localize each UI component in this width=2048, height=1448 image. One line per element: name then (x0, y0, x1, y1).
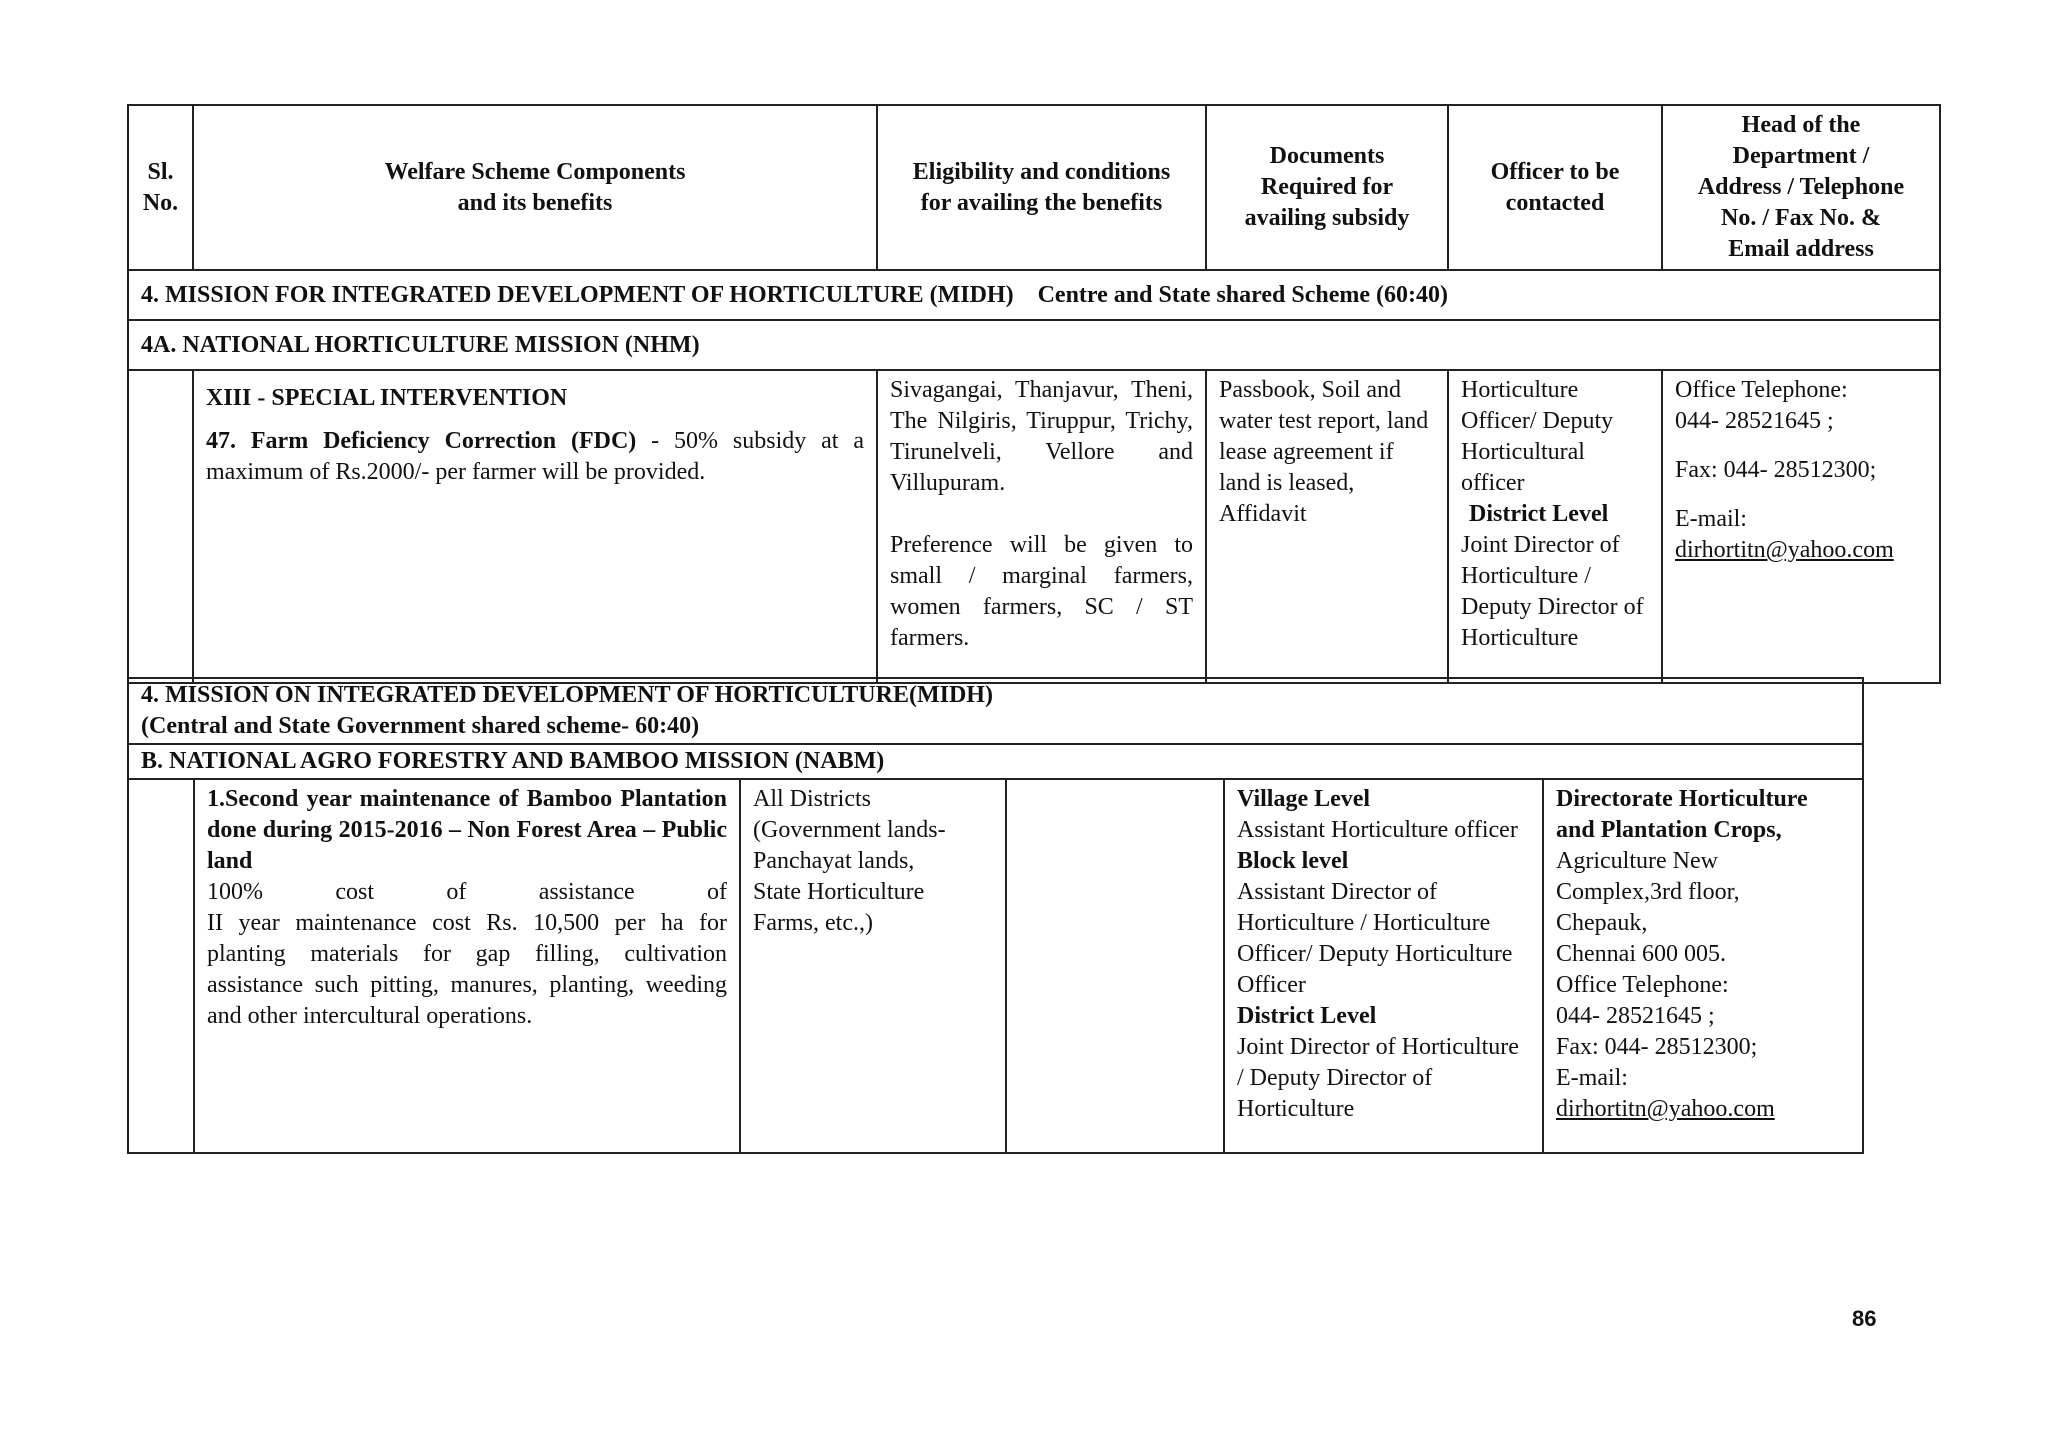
section-row (128, 678, 1863, 744)
documents-cell (1006, 779, 1224, 1153)
table-row (128, 370, 1940, 683)
header-row (128, 105, 1940, 270)
header-sl-no: Sl. No. (128, 105, 193, 270)
page-number: 86 (1852, 1306, 1877, 1331)
subsection-row (128, 744, 1863, 779)
officer-cell: Horticulture Officer/ Deputy Horticultural officer District Level Joint Director of Horticulture / Deputy Director of Horticulture (1448, 370, 1662, 683)
email-link[interactable]: dirhortitn@yahoo.com (1556, 1096, 1775, 1122)
head-of-department-cell: Directorate Horticulture and Plantation Crops, Agriculture New Complex,3rd floor, Chepauk, Chennai 600 005. Office Telephone: 044- 28521645 ; Fax: 044- 28512300; E-mail: dirhortitn@yahoo.com (1543, 779, 1863, 1153)
officer-cell: Village Level Assistant Horticulture officer Block level Assistant Director of Horticulture / Horticulture Officer/ Deputy Horticulture Officer District Level Joint Director of Horticulture / Deputy Director of Horticulture (1224, 779, 1543, 1153)
section-row (128, 270, 1940, 320)
sl-no-cell (128, 370, 193, 683)
component-cell: 1.Second year maintenance of Bamboo Plantation done during 2015-2016 – Non Forest Area – Public land 100% cost of assistance of II year maintenance cost Rs. 10,500 per ha for planting materials for gap filling, cultivation assistance such pitting, manures, planting, weeding and other intercultural operations. (194, 779, 740, 1153)
table-row (128, 779, 1863, 1153)
header-officer: Officer to be contacted (1448, 105, 1662, 270)
subsection-title: B. NATIONAL AGRO FORESTRY AND BAMBOO MISSION (NABM) (128, 744, 1863, 779)
component-text: 47. Farm Deficiency Correction (FDC) - 50% subsidy at a maximum of Rs.2000/- per farmer will be provided. (206, 428, 864, 485)
section-title: 4. MISSION ON INTEGRATED DEVELOPMENT OF HORTICULTURE(MIDH) (Central and State Government shared scheme- 60:40) (128, 678, 1863, 744)
sl-no-cell (128, 779, 194, 1153)
header-head-of-department: Head of the Department / Address / Telephone No. / Fax No. & Email address (1662, 105, 1940, 270)
head-of-department-cell: Office Telephone: 044- 28521645 ; Fax: 044- 28512300; E-mail: dirhortitn@yahoo.com (1662, 370, 1940, 683)
scheme-table-nhm (127, 104, 1941, 684)
documents-cell: Passbook, Soil and water test report, land lease agreement if land is leased, Affidavit (1206, 370, 1448, 683)
subsection-row (128, 320, 1940, 370)
header-components: Welfare Scheme Components and its benefits (193, 105, 877, 270)
eligibility-cell: All Districts (Government lands- Panchayat lands, State Horticulture Farms, etc.,) (740, 779, 1006, 1153)
subsection-title: 4A. NATIONAL HORTICULTURE MISSION (NHM) (128, 320, 1940, 370)
header-eligibility: Eligibility and conditions for availing the benefits (877, 105, 1206, 270)
component-heading: XIII - SPECIAL INTERVENTION (206, 385, 568, 411)
component-cell (193, 370, 877, 683)
email-link[interactable]: dirhortitn@yahoo.com (1675, 537, 1894, 563)
header-documents: Documents Required for availing subsidy (1206, 105, 1448, 270)
section-title: 4. MISSION FOR INTEGRATED DEVELOPMENT OF HORTICULTURE (MIDH) Centre and State shared Scheme (60:40) (128, 270, 1940, 320)
eligibility-cell: Sivagangai, Thanjavur, Theni, The Nilgiris, Tiruppur, Trichy, Tirunelveli, Vellore and Villupuram. Preference will be given to small / marginal farmers, women farmers, SC / ST farmers. (877, 370, 1206, 683)
scheme-table-nabm (127, 677, 1864, 1154)
